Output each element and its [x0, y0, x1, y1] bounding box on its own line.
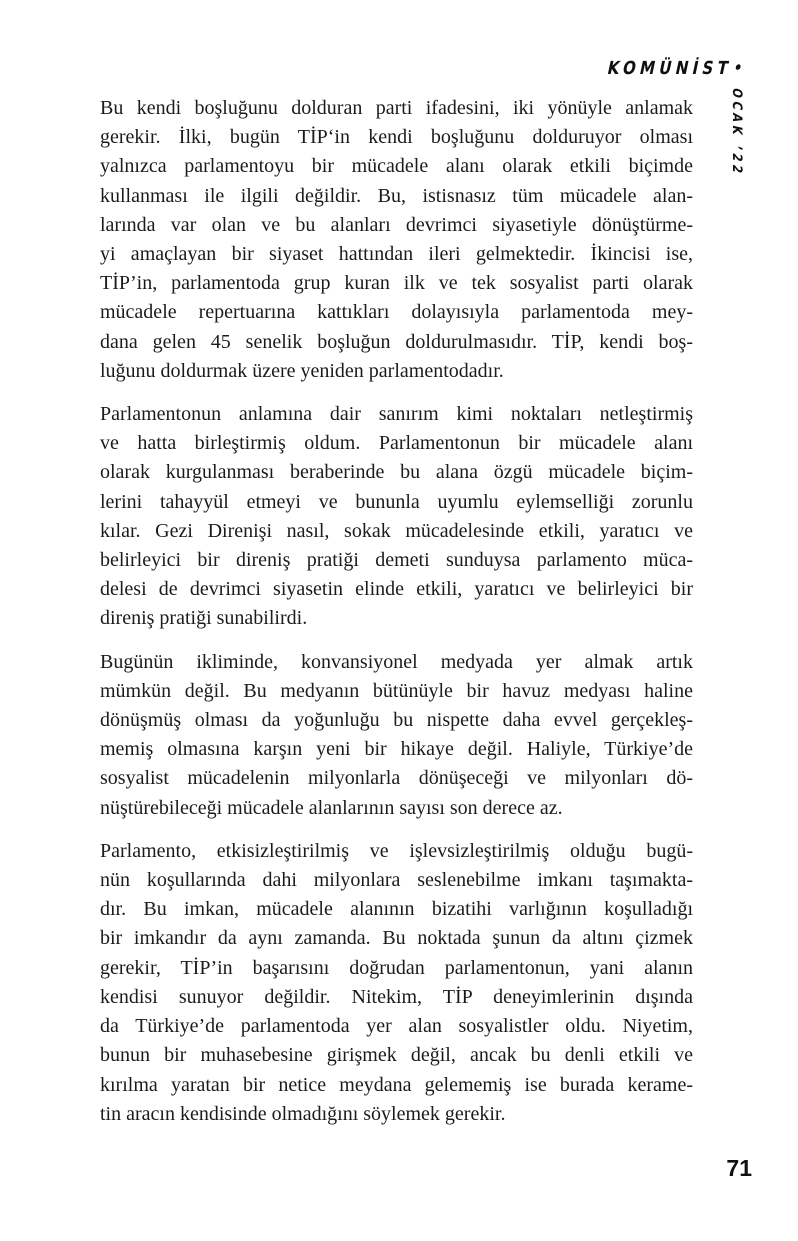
text-line: olarak kurgulanması beraberinde bu alana özgü mücadele biçim-	[100, 461, 693, 484]
page-number: 71	[726, 1155, 752, 1181]
text-line: sosyalist mücadelenin milyonlarla dönüşeceği ve milyonları dö-	[100, 767, 693, 790]
text-line: bunun bir muhasebesine girişmek değil, ancak bu denli etkili ve	[100, 1044, 693, 1067]
text-line: bir imkandır da aynı zamanda. Bu noktada şunun da altını çizmek	[100, 927, 693, 950]
text-line: nün koşullarında dahi milyonlara seslenebilme imkanı taşımakta-	[100, 869, 693, 892]
text-line: lerini tahayyül etmeyi ve bununla uyumlu eylemselliği zorunlu	[100, 490, 693, 513]
text-line: yi amaçlayan bir siyaset hattından ileri gelmektedir. İkincisi ise,	[100, 243, 693, 266]
text-line: memiş olmasına karşın yeni bir hikaye değil. Haliyle, Türkiye’de	[100, 738, 693, 761]
text-line: TİP’in, parlamentoda grup kuran ilk ve tek sosyalist parti olarak	[100, 272, 693, 295]
text-line: dönüşmüş olması da yoğunluğu bu nispette daha evvel gerçekleş-	[100, 709, 693, 732]
text-line: gerekir, TİP’in başarısını doğrudan parlamentonun, yani alanın	[100, 956, 693, 979]
text-line: delesi de devrimci siyasetin elinde etkili, yaratıcı ve belirleyici bir	[100, 578, 693, 601]
text-line: dana gelen 45 senelik boşluğun doldurulmasıdır. TİP, kendi boş-	[100, 330, 693, 353]
text-line: ve hatta birleştirmiş oldum. Parlamentonun bir mücadele alanı	[100, 432, 693, 455]
journal-title: KOMÜNİST	[605, 58, 734, 79]
text-line: da Türkiye’de parlamentoda yer alan sosyalistler oldu. Niyetim,	[100, 1015, 693, 1038]
paragraph	[100, 648, 693, 823]
journal-masthead	[605, 58, 744, 79]
paragraph	[100, 837, 693, 1129]
text-line: mücadele repertuarına kattıkları dolayısıyla parlamentoda mey-	[100, 301, 693, 324]
text-line: nüştürebileceği mücadele alanlarının sayısı son derece az.	[100, 796, 563, 819]
text-line: direniş pratiği sunabilirdi.	[100, 607, 308, 630]
bullet-icon: •	[731, 58, 745, 77]
text-line: kırılma yaratan bir netice meydana gelememiş ise burada kerame-	[100, 1073, 693, 1096]
text-line: gerekir. İlki, bugün TİP‘in kendi boşluğunu dolduruyor olması	[100, 126, 693, 149]
text-line: kendisi sunuyor değildir. Nitekim, TİP deneyimlerinin dışında	[100, 985, 693, 1008]
text-line: luğunu doldurmak üzere yeniden parlamentodadır.	[100, 359, 504, 382]
text-line: Parlamento, etkisizleştirilmiş ve işlevsizleştirilmiş olduğu bugü-	[100, 839, 693, 862]
text-line: tin aracın kendisinde olmadığını söylemek gerekir.	[100, 1102, 506, 1125]
issue-date-label: OCAK ’22	[729, 86, 744, 178]
text-line: Bugünün ikliminde, konvansiyonel medyada yer almak artık	[100, 650, 693, 673]
text-line: mümkün değil. Bu medyanın bütünüyle bir havuz medyası haline	[100, 679, 693, 702]
text-line: larında var olan ve bu alanları devrimci siyasetiyle dönüştürme-	[100, 213, 693, 236]
text-line: yalnızca parlamentoyu bir mücadele alanı olarak etkili biçimde	[100, 155, 693, 178]
text-line: belirleyici bir direniş pratiği demeti sunduysa parlamento müca-	[100, 549, 693, 572]
text-line: kullanması ile ilgili değildir. Bu, istisnasız tüm mücadele alan-	[100, 184, 693, 207]
text-line: Parlamentonun anlamına dair sanırım kimi noktaları netleştirmiş	[100, 403, 693, 426]
text-line: dır. Bu imkan, mücadele alanının bizatihi varlığının koşulladığı	[100, 898, 693, 921]
text-line: kılar. Gezi Direnişi nasıl, sokak mücadelesinde etkili, yaratıcı ve	[100, 519, 693, 542]
paragraph	[100, 94, 693, 386]
paragraph	[100, 400, 693, 634]
body-text	[100, 94, 693, 1143]
text-line: Bu kendi boşluğunu dolduran parti ifadesini, iki yönüyle anlamak	[100, 97, 693, 119]
